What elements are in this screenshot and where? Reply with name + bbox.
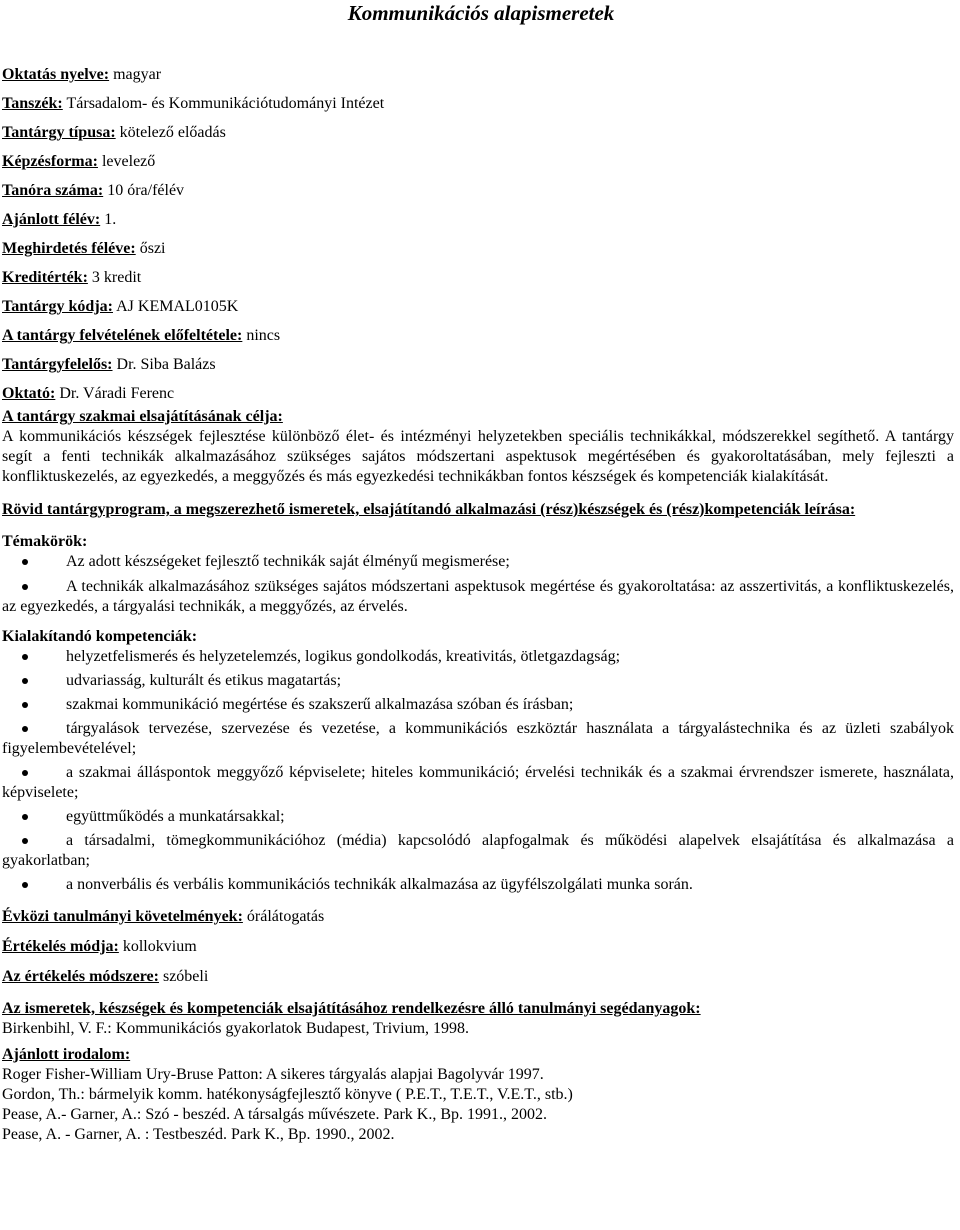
field-label: Tantárgy kódja:: [2, 298, 113, 315]
field-department: [2, 94, 954, 123]
field-label: Tantárgyfelelős:: [2, 356, 113, 373]
field-offered-semester: [2, 239, 954, 268]
literature-item: Pease, A. - Garner, A. : Testbeszéd. Park K., Bp. 1990., 2002.: [2, 1126, 395, 1143]
literature-item: Roger Fisher-William Ury-Bruse Patton: A sikeres tárgyalás alapjai Bagolyvár 1997.: [2, 1066, 544, 1083]
competencies-label: Kialakítandó kompetenciák:: [2, 628, 198, 645]
materials-text: Birkenbihl, V. F.: Kommunikációs gyakorlatok Budapest, Trivium, 1998.: [2, 1020, 470, 1037]
evaluation-section: [2, 907, 954, 997]
program-label: Rövid tantárgyprogram, a megszerezhető ismeretek, elsajátítandó alkalmazási (rész)készségek és (rész)kompetenciák leírása:: [2, 501, 856, 518]
field-course-type: [2, 123, 954, 152]
field-label: Értékelés módja:: [2, 938, 119, 955]
field-value: őszi: [139, 240, 166, 257]
program-heading: [2, 500, 954, 520]
field-value: Dr. Siba Balázs: [116, 356, 216, 373]
field-label: Képzésforma:: [2, 153, 98, 170]
field-label: Tanszék:: [2, 95, 63, 112]
field-credits: [2, 268, 954, 297]
field-value: kollokvium: [122, 938, 197, 955]
field-label: Tantárgy típusa:: [2, 124, 116, 141]
topics-label: Témakörök:: [2, 533, 88, 550]
list-item: A technikák alkalmazásához szükséges sajátos módszertani aspektusok megértése és gyakoroltatása: az asszertivitás, a konfliktuskezelés, az egyezkedés, a tárgyalási technikák, a meggyőzés, az érvelés.: [2, 578, 954, 615]
field-value: levelező: [101, 153, 156, 170]
list-item: udvariasság, kulturált és etikus magatartás;: [2, 671, 954, 691]
goal-label: A tantárgy szakmai elsajátításának célja:: [2, 408, 283, 425]
field-hours: [2, 181, 954, 210]
field-value: kötelező előadás: [119, 124, 226, 141]
literature-section: [2, 1045, 954, 1145]
field-value: 1.: [104, 211, 117, 228]
field-value: órálátogatás: [246, 908, 325, 925]
field-label: Meghirdetés féléve:: [2, 240, 136, 257]
list-item: együttműködés a munkatársakkal;: [2, 807, 954, 827]
field-requirements: [2, 907, 954, 937]
field-label: A tantárgy felvételének előfeltétele:: [2, 327, 243, 344]
field-course-code: [2, 297, 954, 326]
field-recommended-semester: [2, 210, 954, 239]
field-label: Tanóra száma:: [2, 182, 104, 199]
materials-label: Az ismeretek, készségek és kompetenciák elsajátításához rendelkezésre álló tanulmányi segédanyagok:: [2, 1000, 701, 1017]
field-prerequisite: [2, 326, 954, 355]
list-item: szakmai kommunikáció megértése és szakszerű alkalmazása szóban és írásban;: [2, 695, 954, 715]
field-value: szóbeli: [162, 968, 209, 985]
field-evaluation-mode: [2, 937, 954, 967]
course-info-fields: [2, 65, 954, 407]
field-instructor: [2, 384, 954, 407]
field-value: 10 óra/félév: [107, 182, 185, 199]
field-value: AJ KEMAL0105K: [116, 298, 239, 315]
field-label: Kreditérték:: [2, 269, 88, 286]
list-item: a nonverbális és verbális kommunikációs technikák alkalmazása az ügyfélszolgálati munka során.: [2, 875, 954, 895]
field-evaluation-method: [2, 967, 954, 997]
document-title: Kommunikációs alapismeretek: [347, 1, 615, 25]
field-value: 3 kredit: [91, 269, 142, 286]
list-item: a társadalmi, tömegkommunikációhoz (média) kapcsolódó alapfogalmak és működési alapelvek elsajátítása és alkalmazása a gyakorlatban;: [2, 832, 954, 869]
field-training-form: [2, 152, 954, 181]
field-label: Évközi tanulmányi követelmények:: [2, 908, 243, 925]
field-label: Oktatás nyelve:: [2, 66, 110, 83]
field-responsible: [2, 355, 954, 384]
list-item: a szakmai álláspontok meggyőző képviselete; hiteles kommunikáció; érvelési technikák és a szakmai érvrendszer ismerete, használata, képviselete;: [2, 764, 954, 801]
field-label: Az értékelés módszere:: [2, 968, 159, 985]
goal-text: A kommunikációs készségek fejlesztése különböző élet- és intézményi helyzetekben speciális technikákkal, módszerekkel segíthető. A tantárgy segít a fenti technikák alkalmazásához szükséges sajátos módszertani aspektusok megértésében és gyakoroltatásában, mely fejleszti a konfliktuskezelés, az egyezkedés, a meggyőzés és más egyezkedési technikákban fontos készségek és kompetenciák kialakítását.: [2, 428, 954, 485]
field-value: magyar: [113, 66, 162, 83]
field-value: Dr. Váradi Ferenc: [59, 385, 175, 402]
field-language: [2, 65, 954, 94]
competencies-list: [2, 647, 954, 895]
list-item: helyzetfelismerés és helyzetelemzés, logikus gondolkodás, kreativitás, ötletgazdagság;: [2, 647, 954, 667]
list-item: Az adott készségeket fejlesztő technikák saját élményű megismerése;: [2, 552, 954, 572]
topics-list: [2, 552, 954, 617]
literature-item: Pease, A.- Garner, A.: Szó - beszéd. A társalgás művészete. Park K., Bp. 1991., 2002.: [2, 1106, 548, 1123]
field-value: Társadalom- és Kommunikációtudományi Intézet: [66, 95, 385, 112]
field-label: Ajánlott félév:: [2, 211, 101, 228]
field-value: nincs: [246, 327, 281, 344]
literature-item: Gordon, Th.: bármelyik komm. hatékonyságfejlesztő könyve ( P.E.T., T.E.T., V.E.T., stb.): [2, 1086, 573, 1103]
field-label: Oktató:: [2, 385, 56, 402]
materials-section: [2, 999, 954, 1039]
literature-label: Ajánlott irodalom:: [2, 1046, 131, 1063]
course-goal-section: [2, 407, 954, 487]
list-item: tárgyalások tervezése, szervezése és vezetése, a kommunikációs eszköztár használata a tárgyalástechnika és az üzleti szabályok figyelembevételével;: [2, 720, 954, 757]
